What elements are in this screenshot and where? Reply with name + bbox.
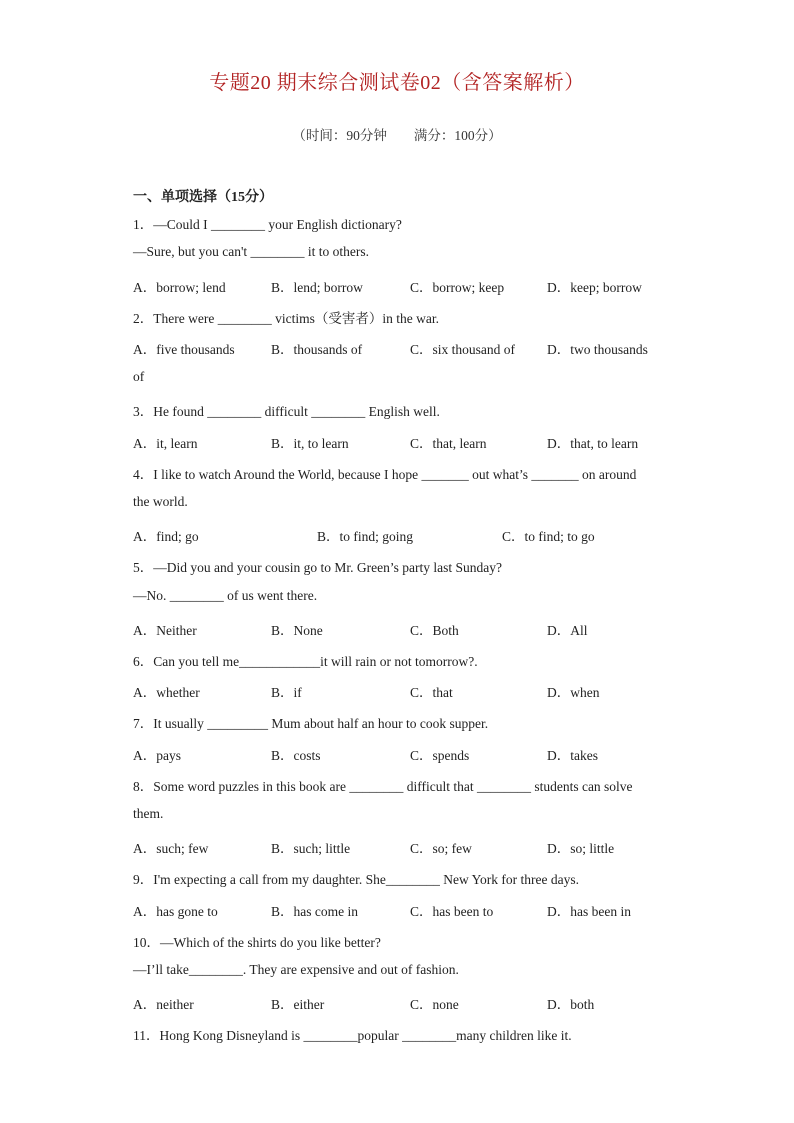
question-stem-line2: —Sure, but you can't ________ it to others. (133, 244, 370, 259)
option-b: B．such; little (271, 841, 351, 856)
option-b: B．either (271, 997, 325, 1012)
option-a: A．borrow; lend (133, 280, 226, 295)
option-c: C．spends (410, 748, 470, 763)
question-stem: 11．Hong Kong Disneyland is ________popular ________many children like it. (133, 1028, 572, 1043)
question-stem: 1．—Could I ________ your English dictionary? (133, 217, 402, 232)
option-b: B．None (271, 623, 323, 638)
option-a: A．neither (133, 997, 194, 1012)
question-stem-line2: —No. ________ of us went there. (133, 588, 318, 603)
option-c: C．so; few (410, 841, 472, 856)
option-c: C．that, learn (410, 436, 487, 451)
question-stem: 4．I like to watch Around the World, because I hope _______ out what’s _______ on around (133, 467, 637, 482)
option-b: B．has come in (271, 904, 358, 919)
option-d: D．both (547, 997, 595, 1012)
question-stem: 10．—Which of the shirts do you like better? (133, 935, 381, 950)
option-a: A．such; few (133, 841, 209, 856)
option-a: A．has gone to (133, 904, 218, 919)
option-b: B．it, to learn (271, 436, 349, 451)
question-stem: 7．It usually _________ Mum about half an hour to cook supper. (133, 716, 489, 731)
option-c: C．none (410, 997, 459, 1012)
option-b: B．costs (271, 748, 321, 763)
option-b: B．lend; borrow (271, 280, 363, 295)
option-c: C．to find; to go (502, 529, 595, 544)
question-stem: 9．I'm expecting a call from my daughter. She________ New York for three days. (133, 872, 579, 887)
option-d: D．two thousands (547, 342, 648, 357)
option-b: B．to find; going (317, 529, 414, 544)
option-wrap: of (133, 369, 145, 384)
option-c: C．Both (410, 623, 459, 638)
page-title: 专题20 期末综合测试卷02（含答案解析） (209, 72, 585, 94)
option-c: C．has been to (410, 904, 494, 919)
option-d: D．has been in (547, 904, 631, 919)
question-stem: 5．—Did you and your cousin go to Mr. Green’s party last Sunday? (133, 560, 502, 575)
option-d: D．takes (547, 748, 598, 763)
option-c: C．six thousand of (410, 342, 516, 357)
question-stem-line2: them. (133, 806, 164, 821)
option-b: B．thousands of (271, 342, 363, 357)
question-stem: 8．Some word puzzles in this book are ________ difficult that ________ students can solve (133, 779, 633, 794)
option-a: A．find; go (133, 529, 199, 544)
question-stem-line2: —I’ll take________. They are expensive and out of fashion. (133, 962, 459, 977)
option-a: A．pays (133, 748, 181, 763)
question-stem: 2．There were ________ victims（受害者）in the war. (133, 311, 439, 326)
question-stem: 6．Can you tell me____________it will rain or not tomorrow?. (133, 654, 478, 669)
option-a: A．whether (133, 685, 200, 700)
option-c: C．that (410, 685, 453, 700)
option-d: D．All (547, 623, 588, 638)
option-d: D．so; little (547, 841, 615, 856)
option-d: D．when (547, 685, 600, 700)
option-c: C．borrow; keep (410, 280, 505, 295)
exam-info: （时间：90分钟 满分：100分） (292, 128, 502, 143)
option-d: D．keep; borrow (547, 280, 642, 295)
option-a: A．Neither (133, 623, 197, 638)
section-heading: 一、单项选择（15分） (133, 190, 273, 205)
question-stem: 3．He found ________ difficult ________ English well. (133, 404, 440, 419)
option-b: B．if (271, 685, 302, 700)
option-a: A．five thousands (133, 342, 235, 357)
option-d: D．that, to learn (547, 436, 639, 451)
question-stem-line2: the world. (133, 494, 188, 509)
option-a: A．it, learn (133, 436, 198, 451)
